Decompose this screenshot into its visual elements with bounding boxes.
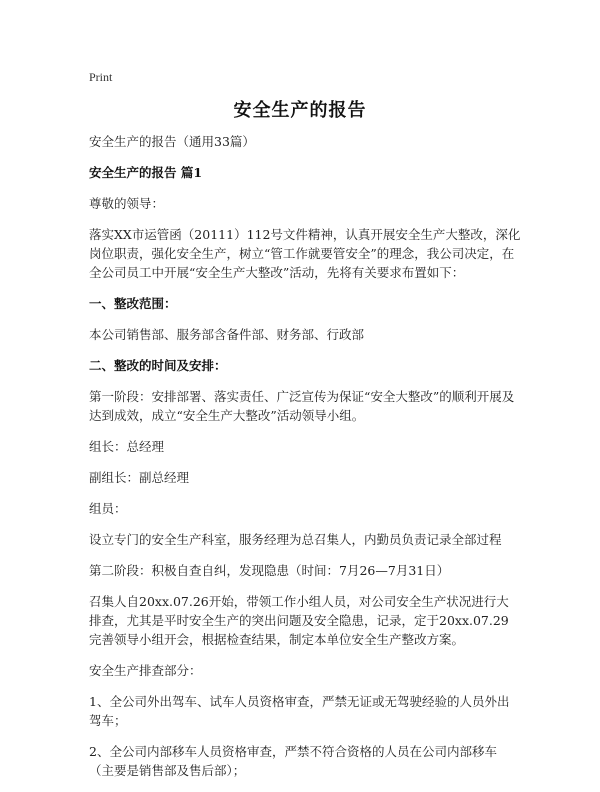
list-item-1: 1、全公司外出驾车、试车人员资格审查，严禁无证或无驾驶经验的人员外出驾车； bbox=[89, 694, 510, 728]
heading-scope: 一、整改范围： bbox=[89, 296, 177, 311]
section-title: 安全生产的报告 篇1 bbox=[89, 165, 203, 180]
members-line: 组员： bbox=[89, 501, 127, 516]
inspection-parts-line: 安全生产排查部分： bbox=[89, 663, 202, 678]
phase-1-paragraph: 第一阶段：安排部署、落实责任、广泛宣传为保证“安全大整改”的顺利开展及达到成效，成立“安全生产大整改”活动领导小组。 bbox=[89, 389, 515, 423]
intro-paragraph: 落实XX市运管函（20111）112号文件精神，认真开展安全生产大整改，深化岗位职责，强化安全生产，树立“管工作就要管安全”的理念，我公司决定，在全公司员工中开展“安全生产大整改”活动，先将有关要求布置如下： bbox=[89, 227, 521, 280]
list-item-2: 2、全公司内部移车人员资格审查，严禁不符合资格的人员在公司内部移车（主要是销售部及售后部）； bbox=[89, 744, 497, 778]
deputy-leader-line: 副组长：副总经理 bbox=[89, 470, 190, 485]
office-paragraph: 设立专门的安全生产科室，服务经理为总召集人，内勤员负责记录全部过程 bbox=[89, 532, 502, 547]
document-subtitle: 安全生产的报告（通用33篇） bbox=[89, 134, 255, 149]
print-link[interactable]: Print bbox=[89, 70, 113, 84]
scope-paragraph: 本公司销售部、服务部含备件部、财务部、行政部 bbox=[89, 327, 365, 342]
salutation: 尊敬的领导： bbox=[89, 196, 165, 211]
document-body bbox=[89, 132, 521, 792]
phase-2-paragraph: 第二阶段：积极自查自纠，发现隐患（时间：7月26—7月31日） bbox=[89, 563, 450, 578]
leader-line: 组长：总经理 bbox=[89, 439, 165, 454]
inspection-paragraph: 召集人自20xx.07.26开始，带领工作小组人员，对公司安全生产状况进行大排查，尤其是平时安全生产的突出问题及安全隐患，记录，定于20xx.07.29完善领导小组开会，根据检查结果，制定本单位安全生产整改方案。 bbox=[89, 594, 509, 647]
page-title: 安全生产的报告 bbox=[233, 100, 367, 121]
heading-schedule: 二、整改的时间及安排： bbox=[89, 358, 227, 373]
